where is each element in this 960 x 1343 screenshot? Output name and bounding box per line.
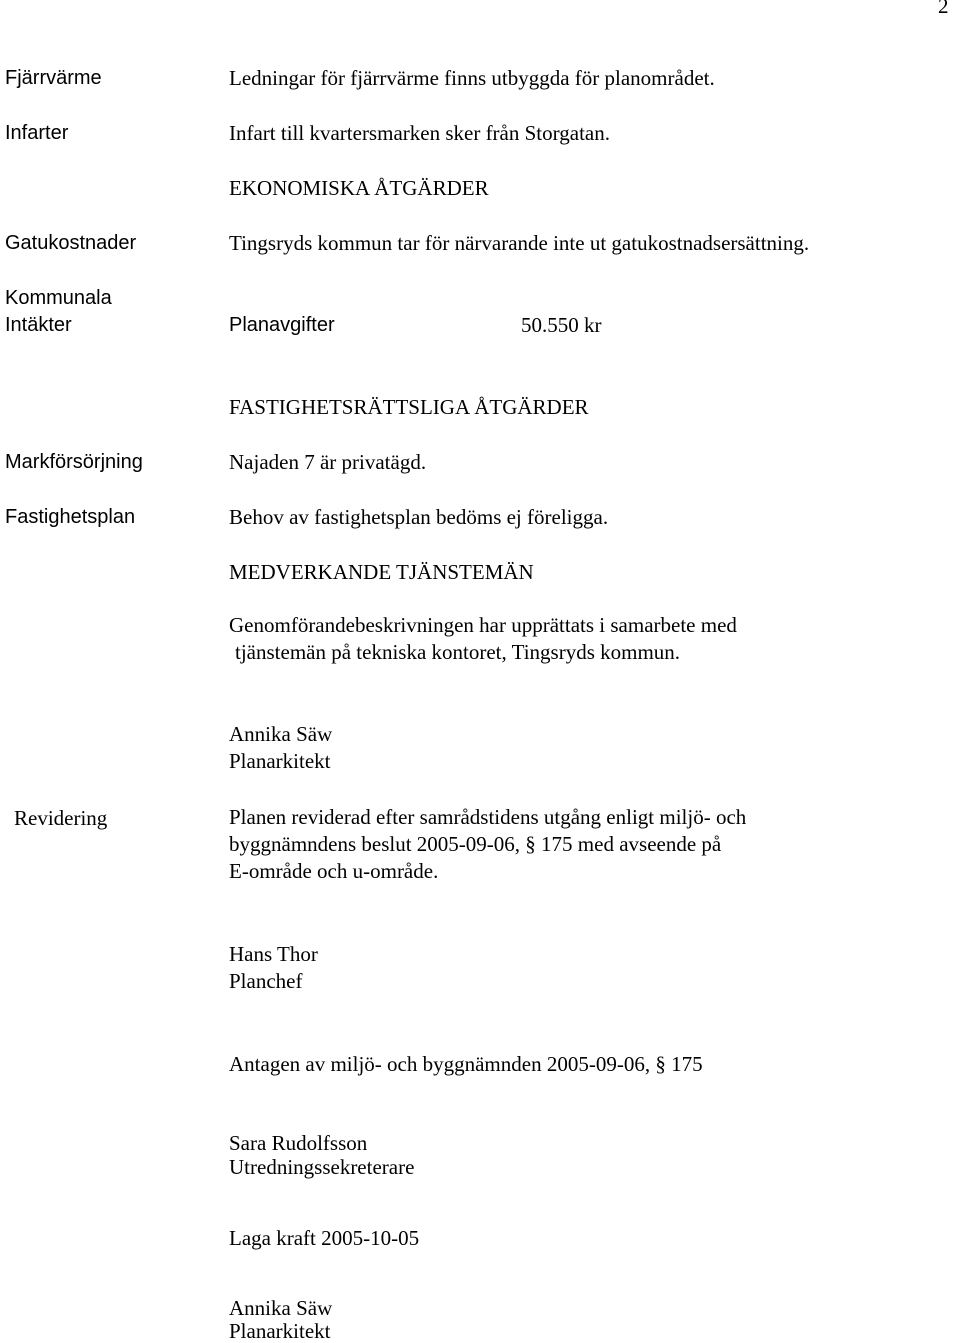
signature-title: Planchef <box>229 969 303 993</box>
signature-annika-2-name: Annika Säw <box>229 1296 333 1320</box>
text-antagen: Antagen av miljö- och byggnämnden 2005-09-06, § 175 <box>229 1052 703 1076</box>
signature-hans <box>229 941 318 995</box>
text-fjarrvarme: Ledningar för fjärrvärme finns utbyggda för planområdet. <box>229 66 715 90</box>
text-medverkande <box>229 612 737 666</box>
revidering-line1: Planen reviderad efter samrådstidens utgång enligt miljö- och <box>229 805 747 829</box>
signature-annika-2-title: Planarkitekt <box>229 1319 331 1343</box>
label-fjarrvarme: Fjärrvärme <box>5 67 102 89</box>
heading-medverkande: MEDVERKANDE TJÄNSTEMÄN <box>229 560 534 584</box>
signature-sara-title: Utredningssekreterare <box>229 1155 415 1179</box>
label-markforsorjning: Markförsörjning <box>5 451 143 473</box>
text-fastighetsplan: Behov av fastighetsplan bedöms ej föreligga. <box>229 505 609 529</box>
text-gatukostnader: Tingsryds kommun tar för närvarande inte ut gatukostnadsersättning. <box>229 231 810 255</box>
label-gatukostnader: Gatukostnader <box>5 232 137 254</box>
medverkande-line2: tjänstemän på tekniska kontoret, Tingsryds kommun. <box>235 640 681 664</box>
amount-planavgifter: 50.550 kr <box>521 313 602 337</box>
text-markforsorjning: Najaden 7 är privatägd. <box>229 450 427 474</box>
revidering-line2: byggnämndens beslut 2005-09-06, § 175 med avseende på <box>229 832 722 856</box>
label-fastighetsplan: Fastighetsplan <box>5 506 136 528</box>
revidering-line3: E-område och u-område. <box>229 859 439 883</box>
label-kommunala: Kommunala <box>5 287 112 309</box>
text-infarter: Infart till kvartersmarken sker från Storgatan. <box>229 121 610 145</box>
label-infarter: Infarter <box>5 122 69 144</box>
signature-name: Hans Thor <box>229 942 318 966</box>
medverkande-line1: Genomförandebeskrivningen har upprättats i samarbete med <box>229 613 737 637</box>
heading-fastighetsrattsliga: FASTIGHETSRÄTTSLIGA ÅTGÄRDER <box>229 395 589 419</box>
item-planavgifter: Planavgifter <box>229 314 335 336</box>
text-revidering <box>229 804 746 885</box>
page-number: 2 <box>938 0 949 18</box>
signature-name: Annika Säw <box>229 722 333 746</box>
text-laga-kraft: Laga kraft 2005-10-05 <box>229 1226 420 1250</box>
signature-annika-1 <box>229 721 332 775</box>
heading-ekonomiska: EKONOMISKA ÅTGÄRDER <box>229 176 489 200</box>
label-intakter: Intäkter <box>5 314 72 336</box>
signature-title: Planarkitekt <box>229 749 331 773</box>
signature-sara-name: Sara Rudolfsson <box>229 1131 368 1155</box>
label-revidering: Revidering <box>14 806 108 830</box>
